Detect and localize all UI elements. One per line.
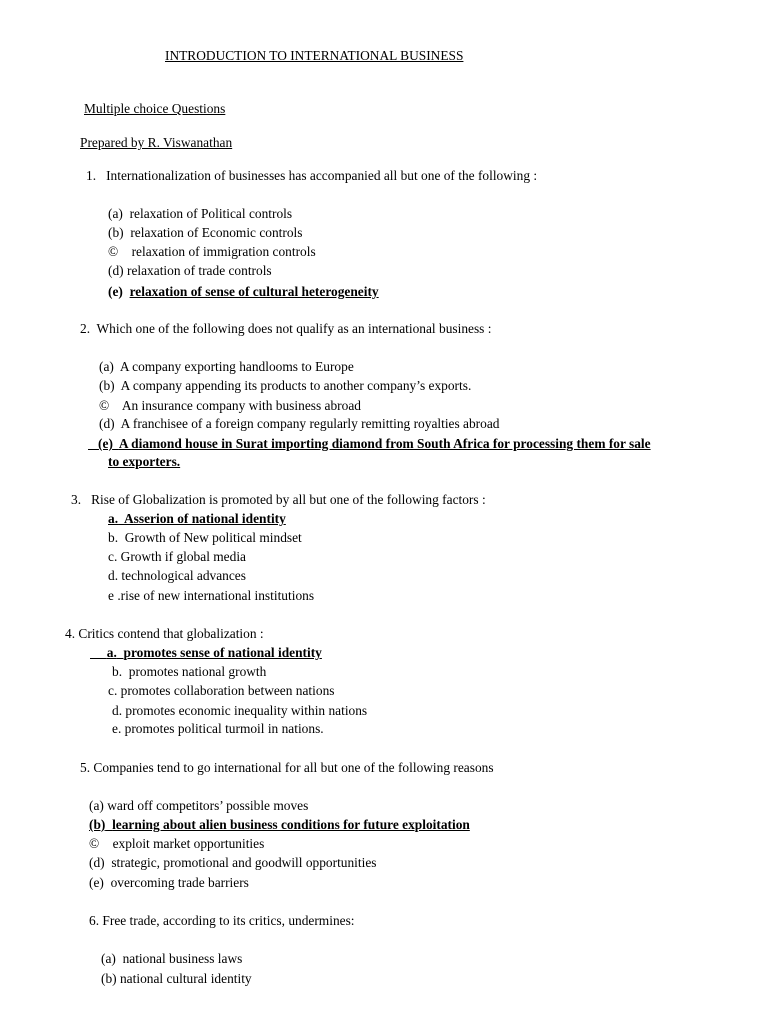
option-1b: (b) relaxation of Economic controls bbox=[108, 225, 303, 240]
question-text: Companies tend to go international for all but one of the following reasons bbox=[93, 760, 494, 775]
question-number: 3. bbox=[71, 492, 82, 507]
option-3a-answer: a. Asserion of national identity bbox=[108, 511, 286, 526]
option-1e-answer: (e) relaxation of sense of cultural heterogeneity bbox=[108, 284, 379, 299]
option-2a: (a) A company exporting handlooms to Europe bbox=[99, 359, 354, 374]
option-5b-answer: (b) learning about alien business conditions for future exploitation bbox=[89, 817, 470, 832]
option-5a: (a) ward off competitors’ possible moves bbox=[89, 798, 309, 813]
option-3c: c. Growth if global media bbox=[108, 549, 246, 564]
option-3e: e .rise of new international institutions bbox=[108, 588, 315, 603]
option-1c: © relaxation of immigration controls bbox=[108, 244, 316, 259]
option-3d: d. technological advances bbox=[108, 568, 246, 583]
option-6a: (a) national business laws bbox=[101, 951, 243, 966]
document-author: Prepared by R. Viswanathan bbox=[80, 135, 233, 150]
option-2b: (b) A company appending its products to another company’s exports. bbox=[99, 378, 472, 393]
question-number: 5. bbox=[80, 760, 91, 775]
option-2e-answer-continued: to exporters. bbox=[108, 454, 181, 469]
option-1a: (a) relaxation of Political controls bbox=[108, 206, 293, 221]
option-6b: (b) national cultural identity bbox=[101, 971, 252, 986]
option-5e: (e) overcoming trade barriers bbox=[89, 875, 249, 890]
document-subtitle: Multiple choice Questions bbox=[84, 101, 226, 116]
option-1d: (d) relaxation of trade controls bbox=[108, 263, 272, 278]
question-3 bbox=[71, 491, 486, 509]
question-5 bbox=[80, 759, 494, 777]
question-1 bbox=[86, 167, 537, 185]
question-6 bbox=[89, 912, 355, 930]
document-title: INTRODUCTION TO INTERNATIONAL BUSINESS bbox=[165, 48, 464, 63]
option-3b: b. Growth of New political mindset bbox=[108, 530, 302, 545]
option-5d: (d) strategic, promotional and goodwill opportunities bbox=[89, 855, 377, 870]
question-number: 1. bbox=[86, 168, 97, 183]
question-2 bbox=[80, 320, 491, 338]
question-text: Free trade, according to its critics, undermines: bbox=[102, 913, 355, 928]
question-number: 6. bbox=[89, 913, 100, 928]
option-4e: e. promotes political turmoil in nations. bbox=[112, 721, 324, 736]
option-2d: (d) A franchisee of a foreign company regularly remitting royalties abroad bbox=[99, 416, 500, 431]
question-number: 2. bbox=[80, 321, 91, 336]
question-text: Rise of Globalization is promoted by all but one of the following factors : bbox=[91, 492, 486, 507]
question-4 bbox=[65, 625, 264, 643]
question-text: Which one of the following does not qualify as an international business : bbox=[96, 321, 492, 336]
option-4d: d. promotes economic inequality within nations bbox=[112, 703, 368, 718]
question-text: Critics contend that globalization : bbox=[78, 626, 264, 641]
question-text: Internationalization of businesses has accompanied all but one of the following : bbox=[106, 168, 538, 183]
option-2c: © An insurance company with business abroad bbox=[99, 398, 361, 413]
option-4c: c. promotes collaboration between nations bbox=[108, 683, 335, 698]
option-4b: b. promotes national growth bbox=[112, 664, 267, 679]
question-number: 4. bbox=[65, 626, 76, 641]
option-2e-answer: (e) A diamond house in Surat importing diamond from South Africa for processing them for sale bbox=[98, 436, 651, 451]
option-4a-answer: a. promotes sense of national identity bbox=[106, 645, 322, 660]
option-5c: © exploit market opportunities bbox=[89, 836, 265, 851]
